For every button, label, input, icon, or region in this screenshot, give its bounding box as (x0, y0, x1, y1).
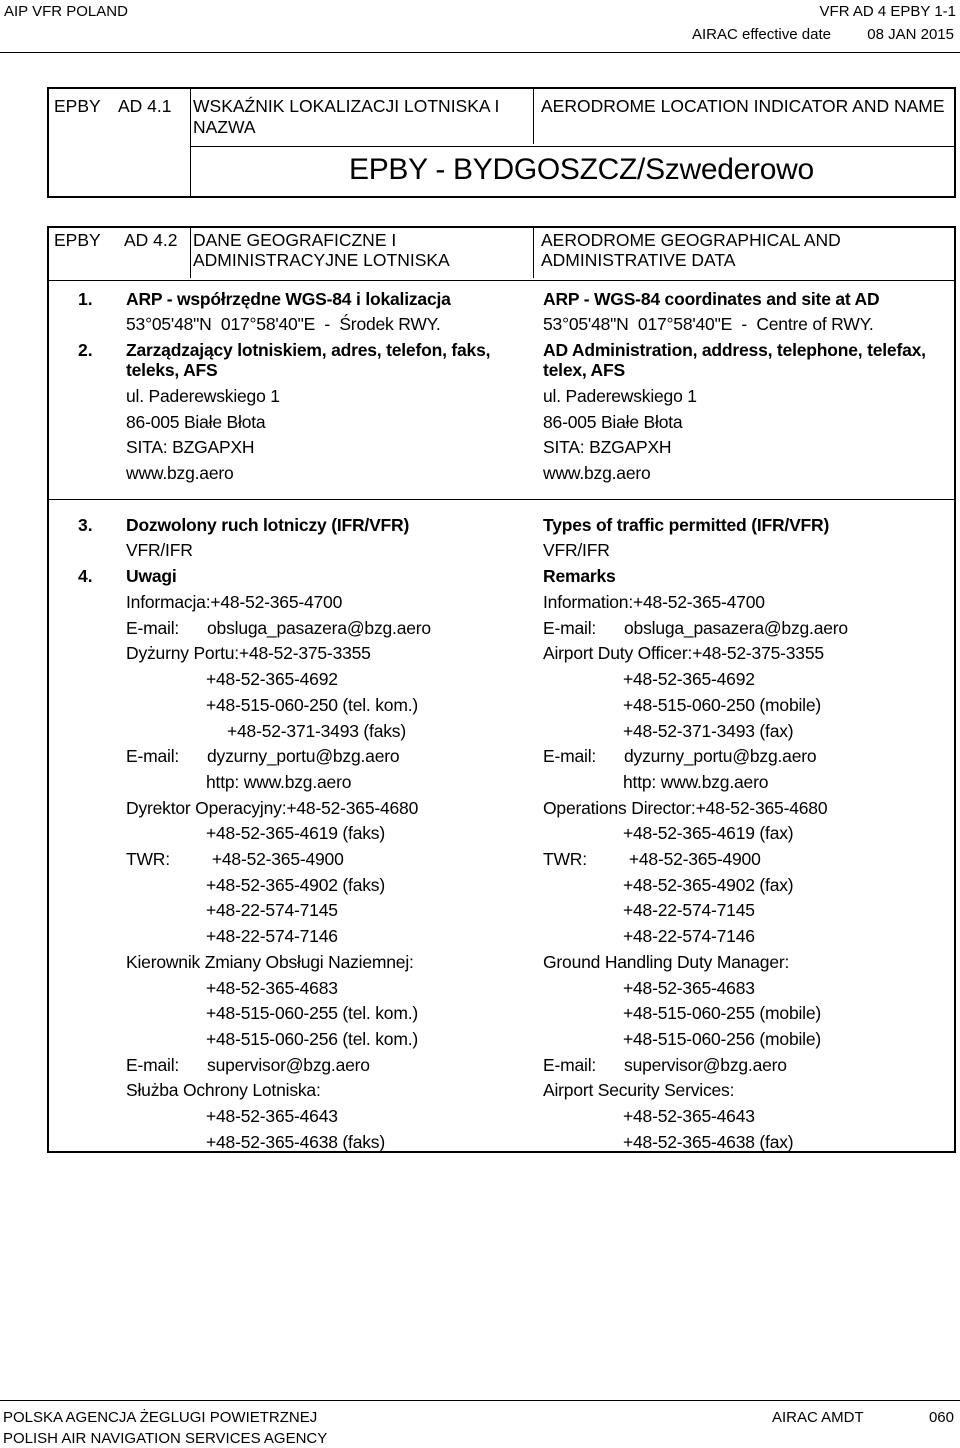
remark-line: +48-52-365-4638 (fax) (623, 1132, 794, 1152)
header-airac-label: AIRAC effective date (692, 26, 831, 43)
remark-line: Informacja:+48-52-365-4700 (126, 592, 343, 612)
item3-pl-heading: Dozwolony ruch lotniczy (IFR/VFR) (126, 515, 410, 535)
remark-line: +48-52-365-4619 (fax) (623, 823, 794, 843)
item2-en-address-4: www.bzg.aero (543, 463, 651, 483)
remark-line: http: www.bzg.aero (623, 772, 769, 792)
remark-line: +48-515-060-250 (mobile) (623, 695, 822, 715)
section-ad41-code: EPBY (54, 96, 101, 116)
remark-line: +48-515-060-250 (tel. kom.) (206, 695, 419, 715)
footer-rule (0, 1400, 960, 1401)
item3-en-heading: Types of traffic permitted (IFR/VFR) (543, 515, 830, 535)
remark-line: TWR: +48-52-365-4900 (543, 849, 761, 869)
header-airac-date: 08 JAN 2015 (867, 26, 954, 43)
remark-line: +48-22-574-7145 (623, 900, 755, 920)
remark-line: TWR: +48-52-365-4900 (126, 849, 344, 869)
section-ad42-title-en-2: ADMINISTRATIVE DATA (541, 250, 736, 270)
remark-line: Operations Director:+48-52-365-4680 (543, 798, 828, 818)
remark-line: +48-52-371-3493 (faks) (227, 721, 406, 741)
item2-en-address-1: ul. Paderewskiego 1 (543, 386, 697, 406)
section-ad41-title-pl-1: WSKAŹNIK LOKALIZACJI LOTNISKA I (193, 96, 500, 116)
item3-pl-value: VFR/IFR (126, 540, 193, 560)
section-ad41-num: AD 4.1 (118, 96, 172, 116)
header-left: AIP VFR POLAND (4, 3, 128, 20)
item2-pl-heading-1: Zarządzający lotniskiem, adres, telefon, faks, (126, 340, 491, 360)
remark-line: +48-22-574-7146 (623, 926, 755, 946)
remark-line: E-mail: dyzurny_portu@bzg.aero (126, 746, 400, 766)
remark-line: E-mail: obsluga_pasazera@bzg.aero (126, 618, 431, 638)
item2-en-heading-2: telex, AFS (543, 360, 625, 380)
section-ad42-title-en-1: AERODROME GEOGRAPHICAL AND (541, 230, 841, 250)
item1-en-value: 53°05'48"N 017°58'40"E - Centre of RWY. (543, 314, 874, 334)
remark-line: +48-515-060-256 (tel. kom.) (206, 1029, 419, 1049)
section-ad42-title-pl-1: DANE GEOGRAFICZNE I (193, 230, 397, 250)
remark-line: +48-52-365-4619 (faks) (206, 823, 385, 843)
remark-line: +48-52-365-4638 (faks) (206, 1132, 385, 1152)
remark-line: Kierownik Zmiany Obsługi Naziemnej: (126, 952, 414, 972)
remark-line: +48-52-365-4643 (623, 1106, 755, 1126)
remark-line: Information:+48-52-365-4700 (543, 592, 765, 612)
item2-pl-address-3: SITA: BZGAPXH (126, 437, 255, 457)
remark-line: E-mail: obsluga_pasazera@bzg.aero (543, 618, 848, 638)
remark-line: +48-52-365-4902 (fax) (623, 875, 794, 895)
item2-pl-address-4: www.bzg.aero (126, 463, 234, 483)
aerodrome-name: EPBY - BYDGOSZCZ/Szwederowo (349, 153, 814, 186)
item4-en-heading: Remarks (543, 566, 616, 586)
remark-line: E-mail: supervisor@bzg.aero (126, 1055, 370, 1075)
remark-line: E-mail: dyzurny_portu@bzg.aero (543, 746, 817, 766)
item2-pl-heading-2: teleks, AFS (126, 360, 218, 380)
remark-line: +48-515-060-255 (mobile) (623, 1003, 822, 1023)
remark-line: +48-515-060-255 (tel. kom.) (206, 1003, 419, 1023)
item2-pl-address-2: 86-005 Białe Błota (126, 412, 266, 432)
item1-en-heading: ARP - WGS-84 coordinates and site at AD (543, 289, 880, 309)
remark-line: Służba Ochrony Lotniska: (126, 1080, 321, 1100)
item3-en-value: VFR/IFR (543, 540, 610, 560)
item2-number: 2. (78, 340, 93, 360)
remark-line: +48-52-365-4692 (206, 669, 338, 689)
remark-line: +48-52-365-4692 (623, 669, 755, 689)
item2-en-address-3: SITA: BZGAPXH (543, 437, 672, 457)
remark-line: Dyrektor Operacyjny:+48-52-365-4680 (126, 798, 419, 818)
item2-pl-address-1: ul. Paderewskiego 1 (126, 386, 280, 406)
remark-line: +48-22-574-7146 (206, 926, 338, 946)
remark-line: Dyżurny Portu:+48-52-375-3355 (126, 643, 371, 663)
section-ad41-title-en: AERODROME LOCATION INDICATOR AND NAME (541, 96, 945, 116)
section-ad42-code: EPBY (54, 230, 101, 250)
item1-pl-value: 53°05'48"N 017°58'40"E - Środek RWY. (126, 314, 441, 334)
section-ad42-num: AD 4.2 (124, 230, 178, 250)
section-ad41-title-pl-2: NAZWA (193, 117, 256, 137)
item2-en-heading-1: AD Administration, address, telephone, telefax, (543, 340, 926, 360)
header-page-ref: VFR AD 4 EPBY 1-1 (819, 3, 956, 20)
item3-number: 3. (78, 515, 93, 535)
remark-line: Ground Handling Duty Manager: (543, 952, 790, 972)
remark-line: +48-52-365-4683 (623, 978, 755, 998)
footer-agency-en: POLISH AIR NAVIGATION SERVICES AGENCY (3, 1430, 328, 1447)
section-ad42-title-pl-2: ADMINISTRACYJNE LOTNISKA (193, 250, 450, 270)
remark-line: http: www.bzg.aero (206, 772, 352, 792)
remark-line: +48-52-365-4902 (faks) (206, 875, 385, 895)
remark-line: Airport Duty Officer:+48-52-375-3355 (543, 643, 824, 663)
item1-number: 1. (78, 289, 93, 309)
item4-number: 4. (78, 566, 93, 586)
remark-line: +48-515-060-256 (mobile) (623, 1029, 822, 1049)
footer-amdt-label: AIRAC AMDT (772, 1409, 864, 1426)
item2-en-address-2: 86-005 Białe Błota (543, 412, 683, 432)
item4-pl-heading: Uwagi (126, 566, 177, 586)
remark-line: +48-52-365-4643 (206, 1106, 338, 1126)
item1-pl-heading: ARP - współrzędne WGS-84 i lokalizacja (126, 289, 451, 309)
footer-agency-pl: POLSKA AGENCJA ŻEGLUGI POWIETRZNEJ (3, 1409, 318, 1426)
remark-line: Airport Security Services: (543, 1080, 735, 1100)
remark-line: E-mail: supervisor@bzg.aero (543, 1055, 787, 1075)
footer-amdt-number: 060 (928, 1409, 954, 1426)
remark-line: +48-22-574-7145 (206, 900, 338, 920)
header-rule (0, 52, 960, 53)
remark-line: +48-52-371-3493 (fax) (623, 721, 794, 741)
remark-line: +48-52-365-4683 (206, 978, 338, 998)
